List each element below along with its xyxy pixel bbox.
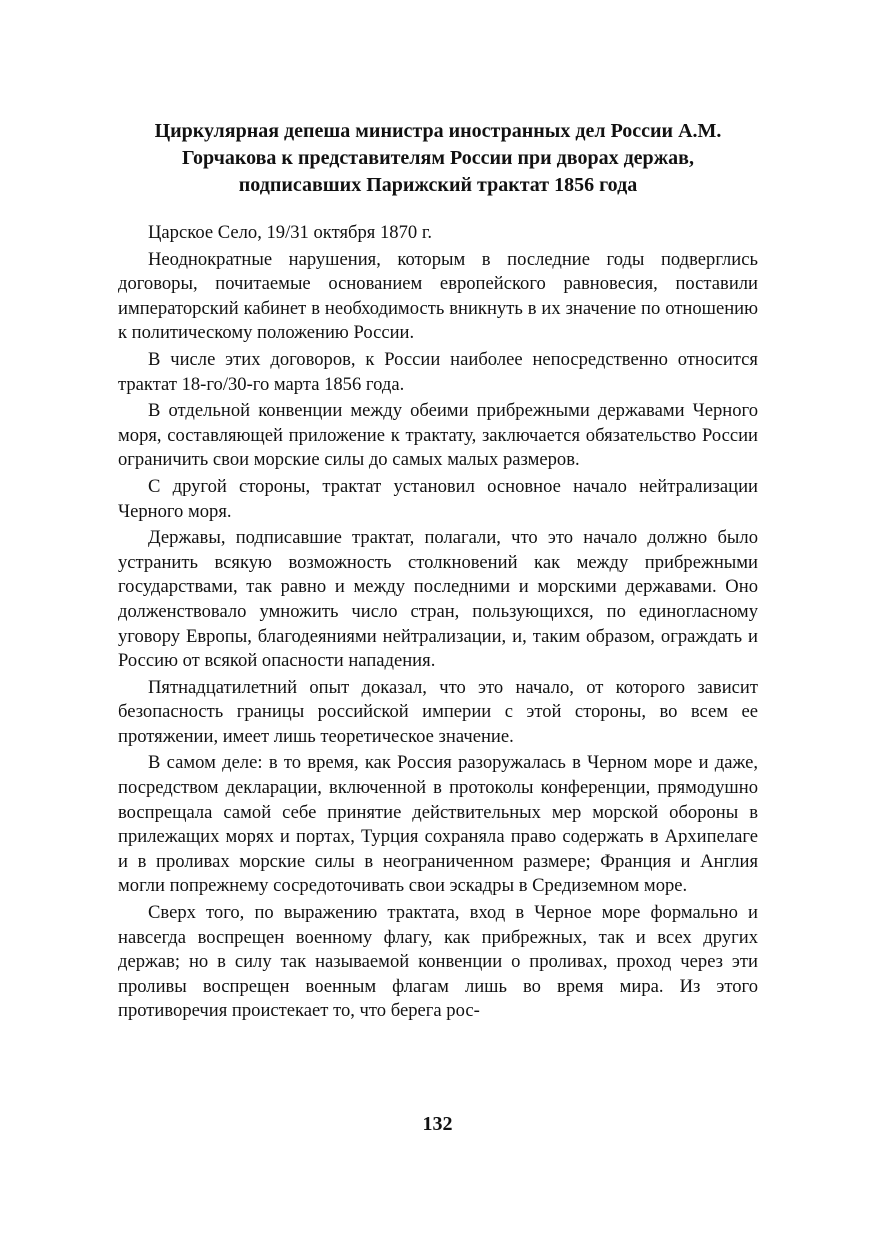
document-title: Циркулярная депеша министра иностранных дел России А.М. Горчакова к представителям России при дворах держав, подписавших Парижский трактат 1856 года bbox=[154, 120, 722, 196]
paragraph: В отдельной конвенции между обеими прибрежными державами Черного моря, составляющей приложение к трактату, заключается обязательство России ограничить свои морские силы до самых малых размеров. bbox=[118, 400, 758, 471]
paragraph: В числе этих договоров, к России наиболее непосредственно относится трактат 18-го/30-го марта 1856 года. bbox=[118, 348, 758, 395]
document-body bbox=[118, 221, 758, 1024]
paragraph: Пятнадцатилетний опыт доказал, что это начало, от которого зависит безопасность границы российской империи с этой стороны, во всем ее протяжении, имеет лишь теоретическое значение. bbox=[118, 676, 758, 747]
paragraph-date-line: Царское Село, 19/31 октября 1870 г. bbox=[148, 222, 432, 243]
paragraph: С другой стороны, трактат установил основное начало нейтрализации Черного моря. bbox=[118, 475, 758, 522]
paragraph: В самом деле: в то время, как Россия разоружалась в Черном море и даже, посредством декларации, включенной в протоколы конференции, прямодушно воспрещала самой себе принятие действительных мер морской обороны в прилежащих морях и портах, Турция сохраняла право содержать в Архипелаге и в проливах морские силы в неограниченном размере; Франция и Англия могли попрежнему сосредоточивать свои эскадры в Средиземном море. bbox=[118, 752, 758, 897]
paragraph: Державы, подписавшие трактат, полагали, что это начало должно было устранить всякую возможность столкновений как между прибрежными государствами, так равно и между последними и морскими державами. Оно долженствовало умножить число стран, пользующихся, по единогласному уговору Европы, благодеяниями нейтрализации, и, таким образом, ограждать и Россию от всякой опасности нападения. bbox=[118, 527, 758, 672]
paragraph: Неоднократные нарушения, которым в последние годы подверглись договоры, почитаемые основанием европейского равновесия, поставили императорский кабинет в необходимость вникнуть в их значение по отношению к политическому положению России. bbox=[118, 248, 758, 344]
document-page bbox=[118, 118, 758, 1024]
paragraph: Сверх того, по выражению трактата, вход в Черное море формально и навсегда воспрещен военному флагу, как прибрежных, так и всех других держав; но в силу так называемой конвенции о проливах, проход через эти проливы воспрещен военным флагам лишь во время мира. Из этого противоречия проистекает то, что берега рос- bbox=[118, 902, 758, 1022]
page-number: 132 bbox=[422, 1113, 453, 1135]
